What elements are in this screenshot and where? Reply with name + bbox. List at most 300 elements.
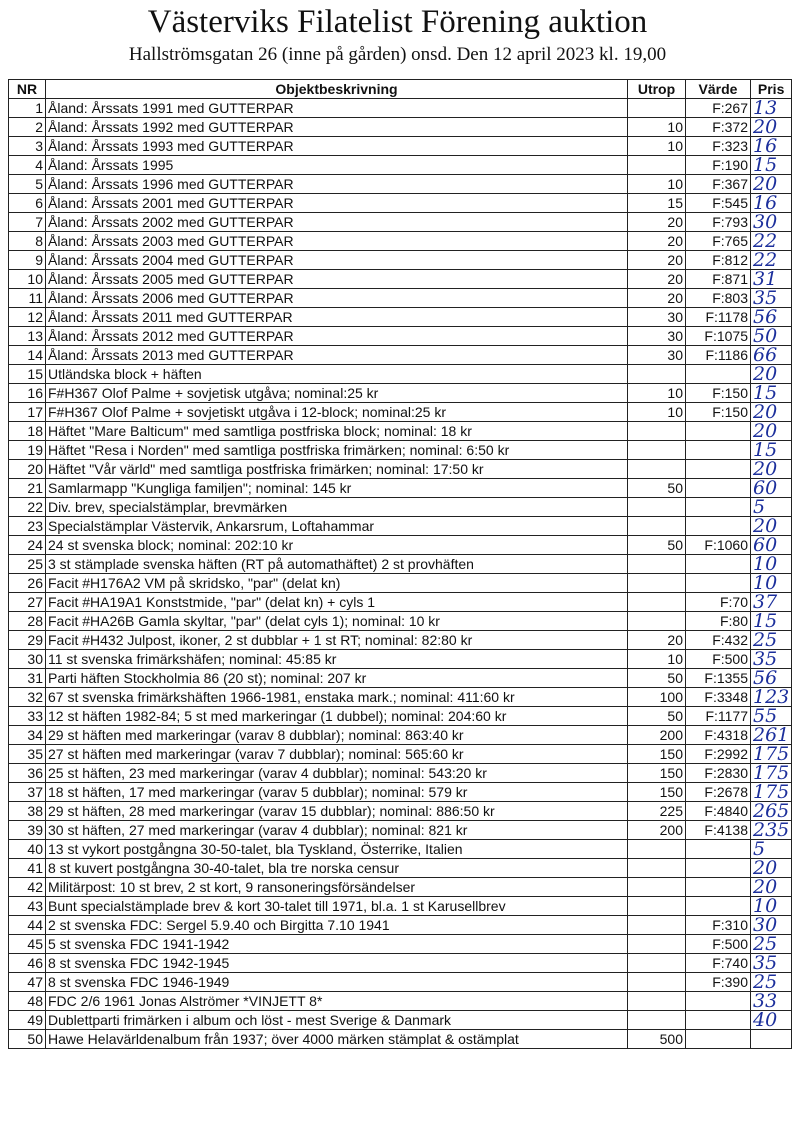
lot-utrop <box>628 460 686 479</box>
table-row <box>9 650 792 669</box>
lot-varde: F:4138 <box>686 821 751 840</box>
table-row <box>9 954 792 973</box>
lot-number: 36 <box>9 764 46 783</box>
lot-utrop: 150 <box>628 764 686 783</box>
lot-number: 12 <box>9 308 46 327</box>
lot-utrop <box>628 992 686 1011</box>
lot-number: 5 <box>9 175 46 194</box>
lot-varde: F:740 <box>686 954 751 973</box>
table-row <box>9 897 792 916</box>
lot-description: Åland: Årssats 2005 med GUTTERPAR <box>46 270 628 289</box>
lot-number: 19 <box>9 441 46 460</box>
table-row <box>9 422 792 441</box>
lot-varde: F:390 <box>686 973 751 992</box>
lot-description: Åland: Årssats 2011 med GUTTERPAR <box>46 308 628 327</box>
lot-pris: 15 <box>751 441 792 460</box>
lot-description: Åland: Årssats 2004 med GUTTERPAR <box>46 251 628 270</box>
lot-utrop <box>628 422 686 441</box>
table-row <box>9 194 792 213</box>
lot-description: Åland: Årssats 2002 med GUTTERPAR <box>46 213 628 232</box>
lot-description: 8 st kuvert postgångna 30-40-talet, bla tre norska censur <box>46 859 628 878</box>
lot-varde: F:150 <box>686 403 751 422</box>
lot-varde <box>686 878 751 897</box>
lot-utrop: 150 <box>628 745 686 764</box>
lot-utrop <box>628 1011 686 1030</box>
table-row <box>9 802 792 821</box>
table-row <box>9 688 792 707</box>
lot-varde <box>686 365 751 384</box>
lot-varde: F:323 <box>686 137 751 156</box>
lot-varde <box>686 1030 751 1049</box>
lot-number: 35 <box>9 745 46 764</box>
lot-number: 21 <box>9 479 46 498</box>
lot-description: Åland: Årssats 2001 med GUTTERPAR <box>46 194 628 213</box>
lot-varde: F:367 <box>686 175 751 194</box>
lot-utrop: 10 <box>628 137 686 156</box>
lot-utrop: 500 <box>628 1030 686 1049</box>
table-row <box>9 213 792 232</box>
lot-number: 37 <box>9 783 46 802</box>
lot-utrop: 30 <box>628 327 686 346</box>
lot-utrop: 20 <box>628 213 686 232</box>
lot-pris: 16 <box>751 194 792 213</box>
table-row <box>9 669 792 688</box>
lot-varde: F:372 <box>686 118 751 137</box>
lot-utrop <box>628 612 686 631</box>
lot-pris: 25 <box>751 631 792 650</box>
lot-number: 31 <box>9 669 46 688</box>
lot-pris: 15 <box>751 384 792 403</box>
table-row <box>9 631 792 650</box>
lot-number: 47 <box>9 973 46 992</box>
lot-pris: 10 <box>751 555 792 574</box>
lot-utrop: 10 <box>628 403 686 422</box>
lot-pris: 265 <box>751 802 792 821</box>
lot-pris: 13 <box>751 99 792 118</box>
lot-varde <box>686 479 751 498</box>
lot-utrop <box>628 574 686 593</box>
lot-varde <box>686 555 751 574</box>
lot-utrop <box>628 859 686 878</box>
lot-number: 14 <box>9 346 46 365</box>
lot-varde: F:190 <box>686 156 751 175</box>
lot-utrop <box>628 517 686 536</box>
lot-description: Dublettparti frimärken i album och löst - mest Sverige & Danmark <box>46 1011 628 1030</box>
table-row <box>9 289 792 308</box>
lot-utrop: 50 <box>628 479 686 498</box>
lot-number: 45 <box>9 935 46 954</box>
lot-pris: 10 <box>751 574 792 593</box>
lot-pris: 20 <box>751 365 792 384</box>
table-row <box>9 403 792 422</box>
table-row <box>9 536 792 555</box>
lot-description: 24 st svenska block; nominal: 202:10 kr <box>46 536 628 555</box>
lot-varde: F:432 <box>686 631 751 650</box>
lot-varde <box>686 992 751 1011</box>
lot-number: 10 <box>9 270 46 289</box>
lot-number: 34 <box>9 726 46 745</box>
lot-varde: F:4840 <box>686 802 751 821</box>
lot-pris: 16 <box>751 137 792 156</box>
lot-description: Åland: Årssats 1992 med GUTTERPAR <box>46 118 628 137</box>
lot-description: Div. brev, specialstämplar, brevmärken <box>46 498 628 517</box>
lot-varde: F:1355 <box>686 669 751 688</box>
lot-pris: 20 <box>751 878 792 897</box>
lot-pris: 35 <box>751 650 792 669</box>
lot-varde: F:2830 <box>686 764 751 783</box>
lot-pris: 30 <box>751 213 792 232</box>
lot-pris: 30 <box>751 916 792 935</box>
lot-pris: 20 <box>751 460 792 479</box>
lot-pris: 5 <box>751 498 792 517</box>
lot-description: 30 st häften, 27 med markeringar (varav 4 dubblar); nominal: 821 kr <box>46 821 628 840</box>
lot-description: Häftet "Vår värld" med samtliga postfriska frimärken; nominal: 17:50 kr <box>46 460 628 479</box>
lot-pris: 20 <box>751 422 792 441</box>
lot-utrop: 20 <box>628 232 686 251</box>
lot-number: 4 <box>9 156 46 175</box>
lot-pris: 55 <box>751 707 792 726</box>
table-row <box>9 156 792 175</box>
lot-pris: 235 <box>751 821 792 840</box>
lot-pris: 20 <box>751 517 792 536</box>
lot-utrop <box>628 365 686 384</box>
lot-varde <box>686 517 751 536</box>
column-header-utrop: Utrop <box>628 80 686 99</box>
lot-utrop: 50 <box>628 536 686 555</box>
table-header-row <box>9 80 792 99</box>
lot-varde: F:267 <box>686 99 751 118</box>
lot-pris: 10 <box>751 897 792 916</box>
lot-description: Samlarmapp "Kungliga familjen"; nominal: 145 kr <box>46 479 628 498</box>
lot-varde: F:803 <box>686 289 751 308</box>
lot-description: 67 st svenska frimärkshäften 1966-1981, enstaka mark.; nominal: 411:60 kr <box>46 688 628 707</box>
table-row <box>9 118 792 137</box>
lot-description: 27 st häften med markeringar (varav 7 dubblar); nominal: 565:60 kr <box>46 745 628 764</box>
lot-varde <box>686 460 751 479</box>
lot-utrop: 10 <box>628 175 686 194</box>
table-row <box>9 327 792 346</box>
lot-varde <box>686 1011 751 1030</box>
lot-varde <box>686 897 751 916</box>
lot-number: 27 <box>9 593 46 612</box>
lot-description: Specialstämplar Västervik, Ankarsrum, Loftahammar <box>46 517 628 536</box>
lot-pris: 15 <box>751 612 792 631</box>
lot-description: 29 st häften, 28 med markeringar (varav 15 dubblar); nominal: 886:50 kr <box>46 802 628 821</box>
lot-number: 11 <box>9 289 46 308</box>
table-row <box>9 859 792 878</box>
lot-utrop: 225 <box>628 802 686 821</box>
lot-varde: F:793 <box>686 213 751 232</box>
lot-pris: 33 <box>751 992 792 1011</box>
table-row <box>9 384 792 403</box>
lot-pris: 60 <box>751 536 792 555</box>
auction-subtitle: Hallströmsgatan 26 (inne på gården) onsd. Den 12 april 2023 kl. 19,00 <box>128 44 667 65</box>
lot-utrop: 30 <box>628 346 686 365</box>
lot-number: 9 <box>9 251 46 270</box>
lot-number: 46 <box>9 954 46 973</box>
lot-description: 5 st svenska FDC 1941-1942 <box>46 935 628 954</box>
column-header-description: Objektbeskrivning <box>46 80 628 99</box>
lot-pris: 20 <box>751 175 792 194</box>
lot-pris: 20 <box>751 403 792 422</box>
lot-varde: F:765 <box>686 232 751 251</box>
lot-utrop <box>628 441 686 460</box>
lot-utrop <box>628 916 686 935</box>
lot-number: 22 <box>9 498 46 517</box>
table-row <box>9 783 792 802</box>
lot-varde: F:80 <box>686 612 751 631</box>
lot-number: 49 <box>9 1011 46 1030</box>
lot-pris: 66 <box>751 346 792 365</box>
lot-pris: 175 <box>751 783 792 802</box>
lot-description: Åland: Årssats 1995 <box>46 156 628 175</box>
lot-number: 7 <box>9 213 46 232</box>
table-row <box>9 707 792 726</box>
lot-description: Facit #H432 Julpost, ikoner, 2 st dubblar + 1 st RT; nominal: 82:80 kr <box>46 631 628 650</box>
lot-description: Utländska block + häften <box>46 365 628 384</box>
lot-varde <box>686 441 751 460</box>
lot-varde: F:1075 <box>686 327 751 346</box>
lot-description: Åland: Årssats 2003 med GUTTERPAR <box>46 232 628 251</box>
lot-pris: 175 <box>751 745 792 764</box>
lot-pris: 175 <box>751 764 792 783</box>
table-row <box>9 935 792 954</box>
table-row <box>9 973 792 992</box>
lot-description: Åland: Årssats 1991 med GUTTERPAR <box>46 99 628 118</box>
lot-number: 1 <box>9 99 46 118</box>
table-row <box>9 840 792 859</box>
lot-utrop: 20 <box>628 631 686 650</box>
lot-utrop: 200 <box>628 821 686 840</box>
lot-pris: 22 <box>751 232 792 251</box>
lot-pris: 123 <box>751 688 792 707</box>
lot-varde: F:812 <box>686 251 751 270</box>
lot-utrop: 10 <box>628 118 686 137</box>
lot-pris: 20 <box>751 859 792 878</box>
lot-description: 2 st svenska FDC: Sergel 5.9.40 och Birgitta 7.10 1941 <box>46 916 628 935</box>
lot-number: 50 <box>9 1030 46 1049</box>
lot-utrop: 50 <box>628 669 686 688</box>
table-row <box>9 1030 792 1049</box>
lot-utrop <box>628 897 686 916</box>
lot-description: Parti häften Stockholmia 86 (20 st); nominal: 207 kr <box>46 669 628 688</box>
lot-description: 13 st vykort postgångna 30-50-talet, bla Tyskland, Österrike, Italien <box>46 840 628 859</box>
lot-description: 11 st svenska frimärkshäfen; nominal: 45:85 kr <box>46 650 628 669</box>
table-row <box>9 441 792 460</box>
table-row <box>9 764 792 783</box>
lot-description: Åland: Årssats 2013 med GUTTERPAR <box>46 346 628 365</box>
lot-utrop <box>628 840 686 859</box>
lot-number: 42 <box>9 878 46 897</box>
table-row <box>9 460 792 479</box>
lot-number: 23 <box>9 517 46 536</box>
table-row <box>9 365 792 384</box>
lot-pris: 25 <box>751 935 792 954</box>
table-row <box>9 555 792 574</box>
table-row <box>9 270 792 289</box>
auction-table <box>8 79 792 1049</box>
lot-utrop <box>628 156 686 175</box>
lot-description: 3 st stämplade svenska häften (RT på automathäftet) 2 st provhäften <box>46 555 628 574</box>
lot-varde: F:310 <box>686 916 751 935</box>
lot-varde: F:871 <box>686 270 751 289</box>
lot-description: 12 st häften 1982-84; 5 st med markeringar (1 dubbel); nominal: 204:60 kr <box>46 707 628 726</box>
table-row <box>9 992 792 1011</box>
column-header-varde: Värde <box>686 80 751 99</box>
lot-utrop: 20 <box>628 270 686 289</box>
lot-number: 29 <box>9 631 46 650</box>
lot-varde: F:500 <box>686 650 751 669</box>
lot-utrop: 10 <box>628 650 686 669</box>
lot-varde: F:1178 <box>686 308 751 327</box>
lot-description: Hawe Helavärldenalbum från 1937; över 4000 märken stämplat & ostämplat <box>46 1030 628 1049</box>
table-row <box>9 251 792 270</box>
lot-description: Facit #HA19A1 Konststmide, "par" (delat kn) + cyls 1 <box>46 593 628 612</box>
table-row <box>9 593 792 612</box>
table-row <box>9 878 792 897</box>
lot-description: 25 st häften, 23 med markeringar (varav 4 dubblar); nominal: 543:20 kr <box>46 764 628 783</box>
lot-number: 15 <box>9 365 46 384</box>
lot-varde: F:500 <box>686 935 751 954</box>
lot-utrop: 150 <box>628 783 686 802</box>
lot-utrop: 30 <box>628 308 686 327</box>
lot-description: 29 st häften med markeringar (varav 8 dubblar); nominal: 863:40 kr <box>46 726 628 745</box>
lot-utrop <box>628 878 686 897</box>
lot-description: Bunt specialstämplade brev & kort 30-talet till 1971, bl.a. 1 st Karusellbrev <box>46 897 628 916</box>
lot-pris: 50 <box>751 327 792 346</box>
table-row <box>9 612 792 631</box>
lot-number: 20 <box>9 460 46 479</box>
lot-pris: 261 <box>751 726 792 745</box>
lot-number: 32 <box>9 688 46 707</box>
lot-number: 8 <box>9 232 46 251</box>
lot-number: 39 <box>9 821 46 840</box>
lot-description: 8 st svenska FDC 1942-1945 <box>46 954 628 973</box>
lot-varde: F:1060 <box>686 536 751 555</box>
column-header-nr: NR <box>9 80 46 99</box>
lot-pris: 60 <box>751 479 792 498</box>
lot-utrop: 50 <box>628 707 686 726</box>
lot-varde: F:3348 <box>686 688 751 707</box>
lot-pris: 35 <box>751 289 792 308</box>
lot-varde: F:150 <box>686 384 751 403</box>
lot-utrop: 20 <box>628 251 686 270</box>
table-body <box>9 99 792 1049</box>
lot-number: 30 <box>9 650 46 669</box>
lot-number: 2 <box>9 118 46 137</box>
lot-varde: F:4318 <box>686 726 751 745</box>
lot-number: 33 <box>9 707 46 726</box>
lot-varde <box>686 498 751 517</box>
table-row <box>9 574 792 593</box>
lot-number: 18 <box>9 422 46 441</box>
table-row <box>9 232 792 251</box>
lot-number: 26 <box>9 574 46 593</box>
lot-description: Åland: Årssats 1993 med GUTTERPAR <box>46 137 628 156</box>
lot-utrop: 15 <box>628 194 686 213</box>
lot-description: Häftet "Mare Balticum" med samtliga postfriska block; nominal: 18 kr <box>46 422 628 441</box>
lot-pris: 5 <box>751 840 792 859</box>
lot-pris <box>751 1030 792 1049</box>
lot-description: F#H367 Olof Palme + sovjetisk utgåva; nominal:25 kr <box>46 384 628 403</box>
table-row <box>9 916 792 935</box>
lot-number: 16 <box>9 384 46 403</box>
lot-varde: F:1186 <box>686 346 751 365</box>
lot-varde <box>686 859 751 878</box>
lot-pris: 56 <box>751 308 792 327</box>
lot-number: 38 <box>9 802 46 821</box>
lot-pris: 37 <box>751 593 792 612</box>
lot-pris: 25 <box>751 973 792 992</box>
table-row <box>9 821 792 840</box>
table-row <box>9 479 792 498</box>
table-row <box>9 1011 792 1030</box>
column-header-pris: Pris <box>751 80 792 99</box>
lot-number: 24 <box>9 536 46 555</box>
lot-description: FDC 2/6 1961 Jonas Alströmer *VINJETT 8* <box>46 992 628 1011</box>
table-row <box>9 745 792 764</box>
table-row <box>9 99 792 118</box>
lot-description: Åland: Årssats 2006 med GUTTERPAR <box>46 289 628 308</box>
lot-number: 3 <box>9 137 46 156</box>
lot-pris: 22 <box>751 251 792 270</box>
table-row <box>9 137 792 156</box>
lot-utrop <box>628 555 686 574</box>
lot-pris: 56 <box>751 669 792 688</box>
lot-varde: F:545 <box>686 194 751 213</box>
lot-utrop: 10 <box>628 384 686 403</box>
auction-title: Västerviks Filatelist Förening auktion <box>147 4 648 40</box>
lot-utrop <box>628 99 686 118</box>
lot-utrop <box>628 954 686 973</box>
lot-utrop: 200 <box>628 726 686 745</box>
lot-varde: F:70 <box>686 593 751 612</box>
lot-number: 13 <box>9 327 46 346</box>
lot-description: 18 st häften, 17 med markeringar (varav 5 dubblar); nominal: 579 kr <box>46 783 628 802</box>
table-row <box>9 346 792 365</box>
table-row <box>9 517 792 536</box>
lot-varde: F:2992 <box>686 745 751 764</box>
lot-number: 44 <box>9 916 46 935</box>
lot-number: 6 <box>9 194 46 213</box>
lot-pris: 31 <box>751 270 792 289</box>
lot-description: Åland: Årssats 1996 med GUTTERPAR <box>46 175 628 194</box>
lot-number: 28 <box>9 612 46 631</box>
lot-varde: F:2678 <box>686 783 751 802</box>
lot-description: Åland: Årssats 2012 med GUTTERPAR <box>46 327 628 346</box>
lot-pris: 40 <box>751 1011 792 1030</box>
lot-utrop: 20 <box>628 289 686 308</box>
lot-varde: F:1177 <box>686 707 751 726</box>
lot-description: Facit #H176A2 VM på skridsko, "par" (delat kn) <box>46 574 628 593</box>
lot-varde <box>686 574 751 593</box>
lot-description: F#H367 Olof Palme + sovjetiskt utgåva i 12-block; nominal:25 kr <box>46 403 628 422</box>
lot-number: 17 <box>9 403 46 422</box>
lot-utrop <box>628 935 686 954</box>
lot-utrop: 100 <box>628 688 686 707</box>
lot-pris: 20 <box>751 118 792 137</box>
lot-varde <box>686 840 751 859</box>
lot-description: Häftet "Resa i Norden" med samtliga postfriska frimärken; nominal: 6:50 kr <box>46 441 628 460</box>
lot-utrop <box>628 593 686 612</box>
lot-number: 43 <box>9 897 46 916</box>
lot-description: 8 st svenska FDC 1946-1949 <box>46 973 628 992</box>
lot-pris: 35 <box>751 954 792 973</box>
table-row <box>9 498 792 517</box>
lot-utrop <box>628 973 686 992</box>
table-row <box>9 308 792 327</box>
lot-utrop <box>628 498 686 517</box>
